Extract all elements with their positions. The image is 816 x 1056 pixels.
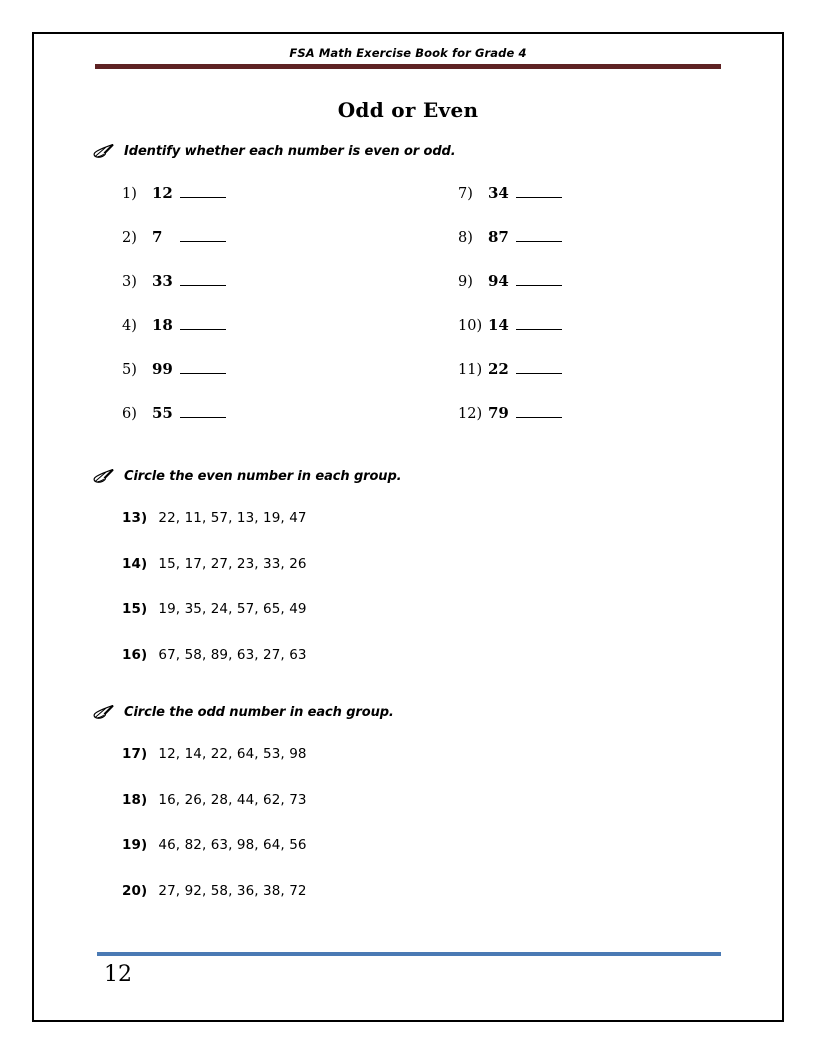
question-row bbox=[122, 316, 422, 360]
group-number: 18) bbox=[122, 791, 148, 808]
instruction-text-2: Circle the even number in each group. bbox=[124, 468, 402, 484]
answer-blank[interactable] bbox=[516, 362, 562, 374]
question-value: 22 bbox=[488, 360, 509, 378]
question-value: 34 bbox=[488, 184, 509, 202]
question-number: 8) bbox=[458, 230, 473, 246]
instruction-text-3: Circle the odd number in each group. bbox=[124, 704, 394, 720]
instruction-text-1: Identify whether each number is even or odd. bbox=[124, 143, 456, 159]
question-value: 94 bbox=[488, 272, 509, 290]
question-value: 87 bbox=[488, 228, 509, 246]
pencil-icon bbox=[93, 468, 115, 484]
group-number: 19) bbox=[122, 837, 148, 853]
question-number: 3) bbox=[122, 274, 137, 290]
question-number: 11) bbox=[458, 362, 483, 378]
question-number: 5) bbox=[122, 362, 137, 378]
group-number: 16) bbox=[122, 646, 148, 663]
question-row bbox=[458, 316, 758, 360]
answer-blank[interactable] bbox=[516, 186, 562, 198]
group-row[interactable] bbox=[122, 556, 622, 602]
question-row bbox=[458, 360, 758, 404]
footer-rule bbox=[97, 952, 721, 956]
group-number: 14) bbox=[122, 555, 148, 572]
question-value: 18 bbox=[152, 316, 173, 334]
question-row bbox=[458, 228, 758, 272]
group-number: 17) bbox=[122, 746, 148, 762]
group-row[interactable] bbox=[122, 647, 622, 693]
question-value: 14 bbox=[488, 316, 509, 334]
group-number: 13) bbox=[122, 510, 148, 526]
question-number: 9) bbox=[458, 274, 473, 290]
running-header bbox=[95, 46, 721, 60]
question-row bbox=[458, 404, 758, 448]
group-values: 22, 11, 57, 13, 19, 47 bbox=[158, 510, 307, 526]
group-row[interactable] bbox=[122, 510, 622, 556]
group-number: 15) bbox=[122, 601, 148, 617]
page-number: 12 bbox=[104, 962, 132, 987]
question-number: 1) bbox=[122, 186, 137, 202]
question-row bbox=[122, 404, 422, 448]
answer-blank[interactable] bbox=[516, 230, 562, 242]
group-values: 12, 14, 22, 64, 53, 98 bbox=[158, 746, 307, 762]
instruction-line-3 bbox=[93, 704, 394, 720]
question-row bbox=[122, 272, 422, 316]
pencil-icon bbox=[93, 704, 115, 720]
group-values: 19, 35, 24, 57, 65, 49 bbox=[158, 601, 307, 617]
group-values: 46, 82, 63, 98, 64, 56 bbox=[158, 837, 307, 853]
group-list-odd bbox=[122, 746, 622, 928]
answer-blank[interactable] bbox=[180, 274, 226, 286]
header-rule bbox=[95, 64, 721, 69]
question-value: 12 bbox=[152, 184, 173, 202]
question-number: 6) bbox=[122, 406, 137, 422]
question-value: 33 bbox=[152, 272, 173, 290]
question-row bbox=[122, 360, 422, 404]
question-value: 99 bbox=[152, 360, 173, 378]
question-row bbox=[458, 184, 758, 228]
question-number: 12) bbox=[458, 406, 483, 422]
question-number: 7) bbox=[458, 186, 473, 202]
group-values: 16, 26, 28, 44, 62, 73 bbox=[158, 791, 307, 808]
group-values: 67, 58, 89, 63, 27, 63 bbox=[158, 646, 307, 663]
group-row[interactable] bbox=[122, 883, 622, 929]
group-row[interactable] bbox=[122, 601, 622, 647]
page-title: Odd or Even bbox=[337, 98, 479, 122]
question-number: 10) bbox=[458, 318, 483, 334]
answer-blank[interactable] bbox=[516, 406, 562, 418]
question-value: 7 bbox=[152, 228, 163, 246]
answer-blank[interactable] bbox=[180, 186, 226, 198]
instruction-line-2 bbox=[93, 468, 402, 484]
answer-blank[interactable] bbox=[180, 406, 226, 418]
question-row bbox=[458, 272, 758, 316]
group-row[interactable] bbox=[122, 837, 622, 883]
group-row[interactable] bbox=[122, 792, 622, 838]
group-values: 15, 17, 27, 23, 33, 26 bbox=[158, 555, 307, 572]
question-value: 55 bbox=[152, 404, 173, 422]
book-title: FSA Math Exercise Book for Grade 4 bbox=[289, 46, 527, 60]
question-row bbox=[122, 184, 422, 228]
answer-blank[interactable] bbox=[516, 274, 562, 286]
question-number: 2) bbox=[122, 230, 137, 246]
group-number: 20) bbox=[122, 882, 148, 899]
question-value: 79 bbox=[488, 404, 509, 422]
answer-blank[interactable] bbox=[180, 362, 226, 374]
question-number: 4) bbox=[122, 318, 137, 334]
answer-blank[interactable] bbox=[180, 318, 226, 330]
fill-in-column-right bbox=[458, 184, 758, 448]
answer-blank[interactable] bbox=[180, 230, 226, 242]
group-list-even bbox=[122, 510, 622, 692]
instruction-line-1 bbox=[93, 143, 456, 159]
pencil-icon bbox=[93, 143, 115, 159]
group-values: 27, 92, 58, 36, 38, 72 bbox=[158, 882, 307, 899]
answer-blank[interactable] bbox=[516, 318, 562, 330]
group-row[interactable] bbox=[122, 746, 622, 792]
question-row bbox=[122, 228, 422, 272]
fill-in-column-left bbox=[122, 184, 422, 448]
